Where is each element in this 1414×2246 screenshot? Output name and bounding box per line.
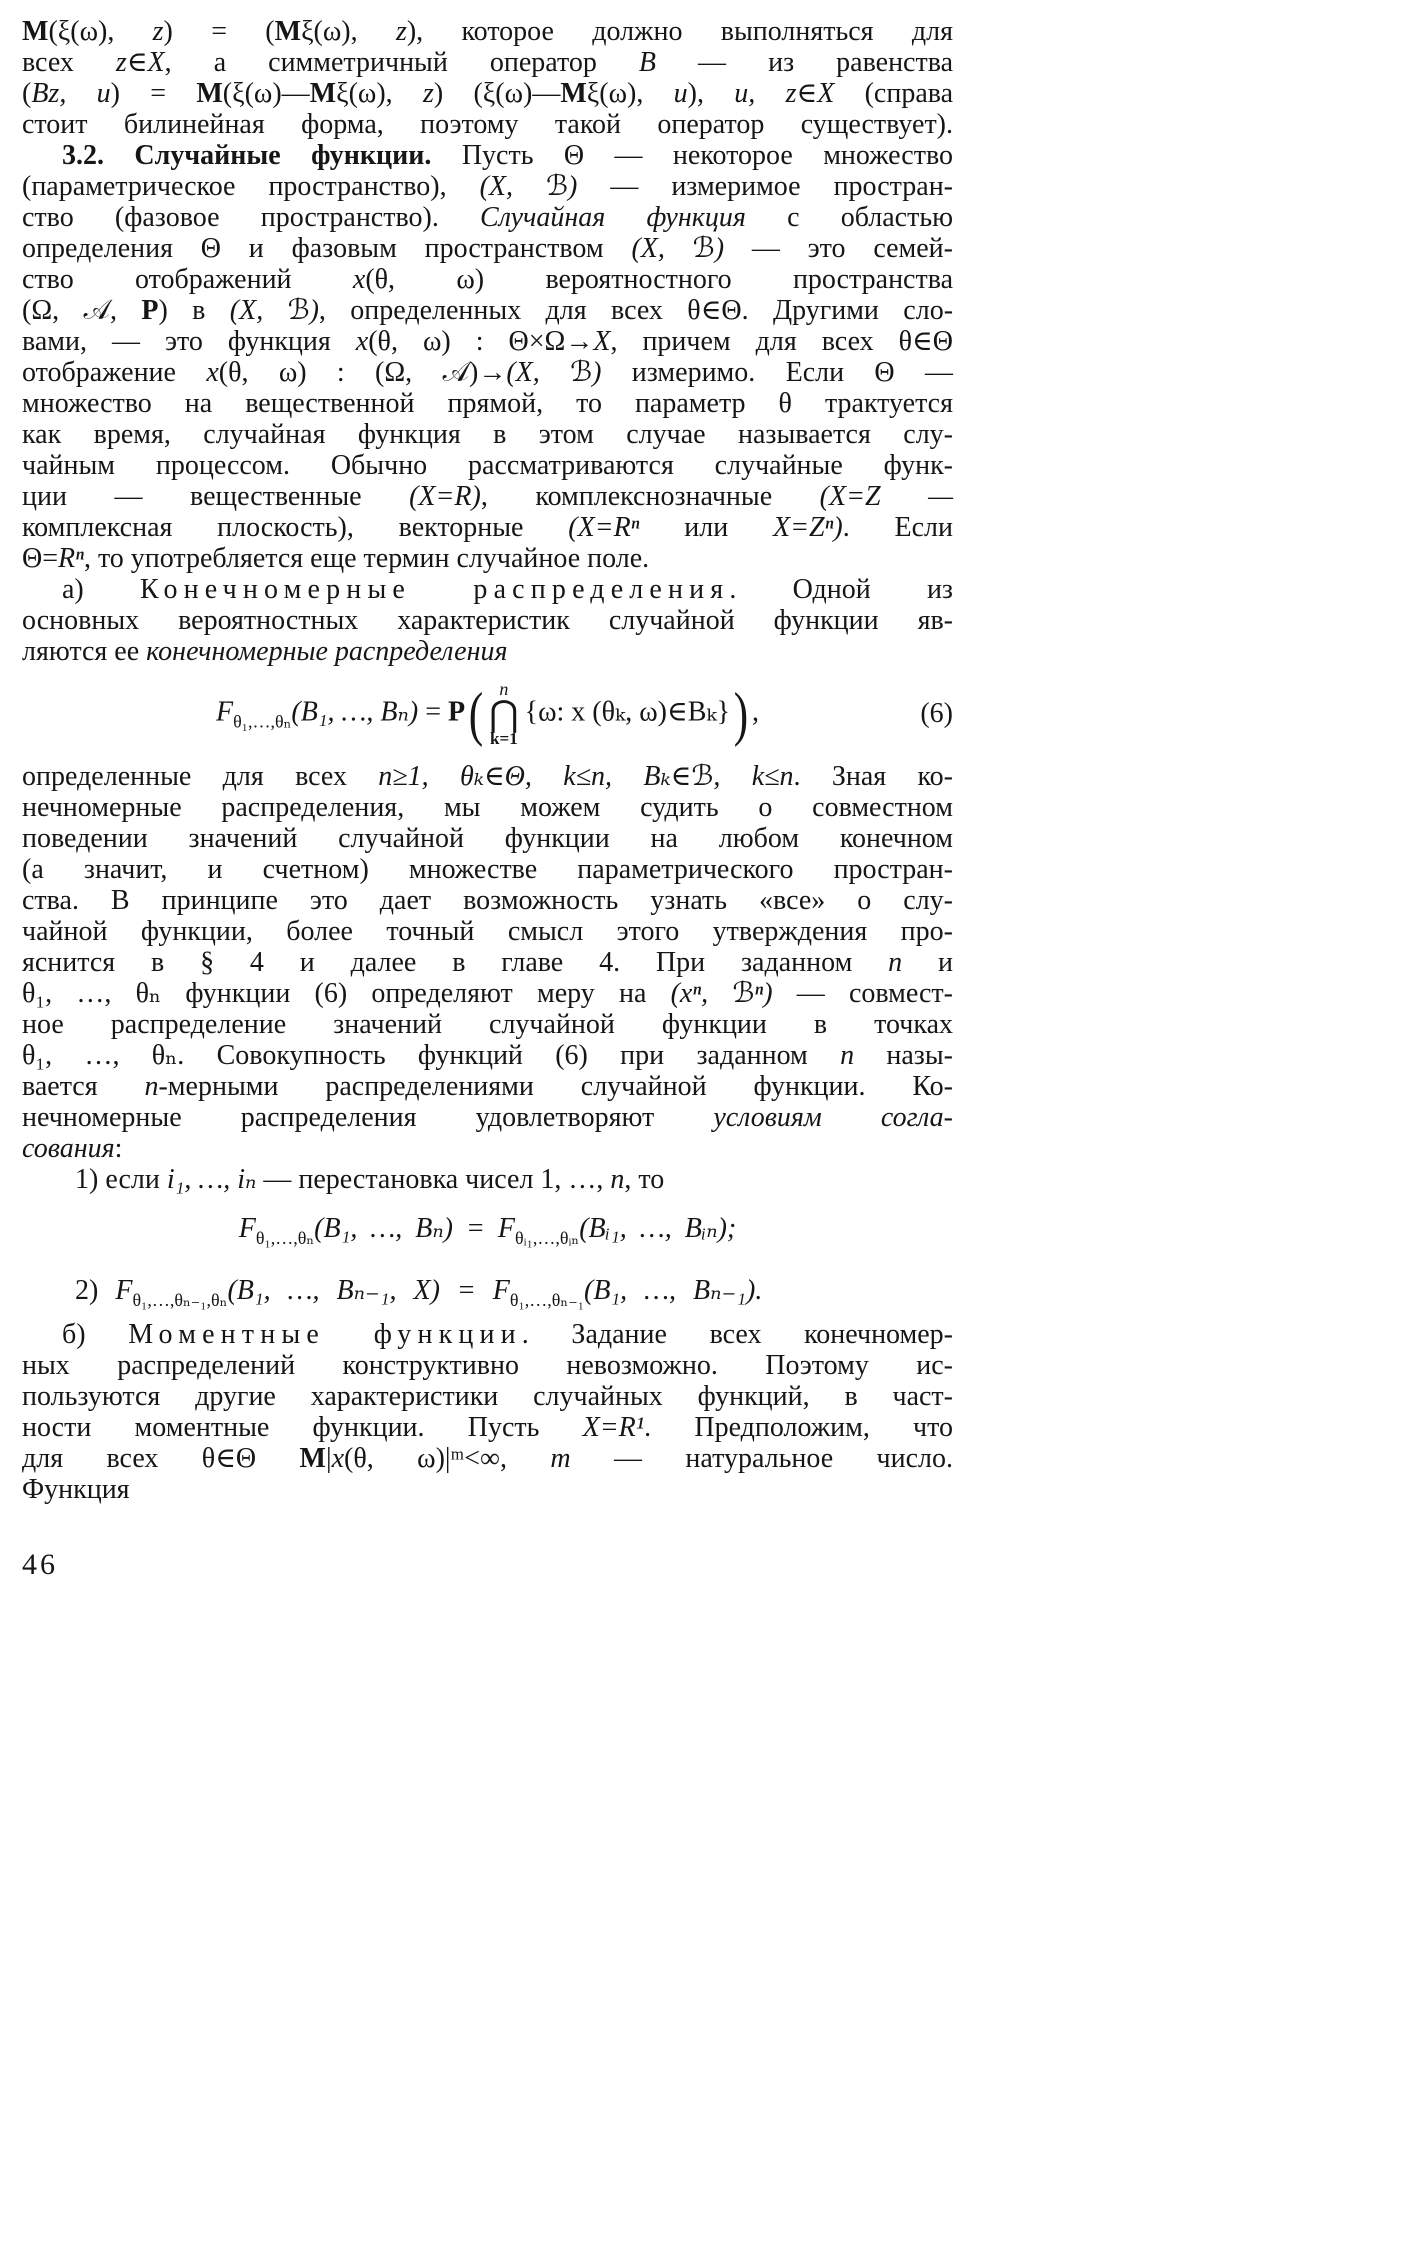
text-line bbox=[22, 1381, 953, 1412]
text-line bbox=[22, 1350, 953, 1381]
text-run: . Предположим, что bbox=[644, 1412, 953, 1443]
subscript: θᵢ₁,…,θᵢₙ bbox=[515, 1228, 580, 1248]
lower-limit: k=1 bbox=[490, 729, 518, 748]
text-run: , определенных для всех θ∈Θ. Другими сло- bbox=[318, 295, 954, 326]
text-run: пользуются другие характеристики случайных функций, в част- bbox=[22, 1381, 953, 1412]
text-run: или bbox=[639, 512, 773, 543]
math-expression: (X, ℬ) bbox=[631, 233, 725, 264]
math-expression: x bbox=[331, 1443, 345, 1474]
math-expression: B bbox=[638, 47, 657, 78]
subscript: θ₁,…,θₙ bbox=[255, 1228, 315, 1248]
emphasis-term: сования bbox=[22, 1133, 115, 1164]
text-run: ), bbox=[687, 78, 735, 109]
text-run: — совмест- bbox=[772, 978, 953, 1009]
math-expression: i₁, …, iₙ bbox=[166, 1164, 257, 1195]
text-run: . Зная ко- bbox=[793, 761, 954, 792]
text-line bbox=[22, 1319, 953, 1350]
text-run: определения Θ и фазовым пространством bbox=[22, 233, 632, 264]
math-expression: Rⁿ bbox=[58, 543, 84, 574]
text-run: (θ, ω) вероятностного пространства bbox=[365, 264, 953, 295]
math-expression: x bbox=[355, 326, 369, 357]
text-line bbox=[22, 605, 953, 636]
math-expression: (X=R) bbox=[409, 481, 481, 512]
math-expression: (X, ℬ) bbox=[229, 295, 319, 326]
text-run: ляются ее bbox=[22, 636, 147, 667]
text-line bbox=[22, 574, 953, 605]
text-run: (а значит, и счетном) множестве параметрического простран- bbox=[22, 854, 953, 885]
text-line bbox=[22, 140, 953, 171]
text-run: ства. В принципе это дает возможность узнать «все» о слу- bbox=[22, 885, 953, 916]
text-run: — натуральное число. bbox=[570, 1443, 953, 1474]
text-run: ство (фазовое пространство). bbox=[22, 202, 481, 233]
text-line bbox=[22, 481, 953, 512]
text-run: ности моментные функции. Пусть bbox=[22, 1412, 583, 1443]
math-expression: n bbox=[144, 1071, 159, 1102]
text-line bbox=[22, 823, 953, 854]
right-paren: ) bbox=[733, 681, 749, 747]
text-run: определенные для всех bbox=[22, 761, 379, 792]
text-run: (справа bbox=[834, 78, 954, 109]
text-run: назы- bbox=[854, 1040, 953, 1071]
text-run: ξ(ω), bbox=[586, 78, 674, 109]
text-line bbox=[22, 1412, 953, 1443]
text-line bbox=[22, 1443, 953, 1474]
text-run: яснится в § 4 и далее в главе 4. При заданном bbox=[22, 947, 889, 978]
upper-limit: n bbox=[499, 679, 509, 699]
text-line bbox=[22, 1040, 953, 1071]
section-heading: 3.2. Случайные функции. bbox=[62, 140, 432, 171]
function-symbol: F bbox=[492, 1275, 510, 1306]
text-run: ных распределений конструктивно невозможно. Поэтому ис- bbox=[22, 1350, 953, 1381]
equals-sign: = bbox=[418, 696, 449, 728]
math-expression: (X=Z — bbox=[819, 481, 954, 512]
text-run: -мерными распределениями случайной функции. Ко- bbox=[158, 1071, 953, 1102]
text-line bbox=[22, 1164, 953, 1195]
emphasis-term: Случайная функция bbox=[480, 202, 746, 233]
math-expression: n bbox=[610, 1164, 625, 1195]
expectation-symbol: M bbox=[299, 1443, 326, 1474]
text-run: как время, случайная функция в этом случае называется слу- bbox=[22, 419, 953, 450]
function-symbol: F bbox=[497, 1213, 516, 1244]
equation-body bbox=[216, 680, 759, 748]
math-expression: z bbox=[395, 16, 407, 47]
text-run: (θ, ω) : (Ω, 𝒜)→ bbox=[218, 357, 507, 388]
left-paren: ( bbox=[468, 681, 484, 747]
text-run: основных вероятностных характеристик случайной функции яв- bbox=[22, 605, 953, 636]
text-line bbox=[22, 233, 953, 264]
subscript: θ₁,…,θₙ bbox=[233, 711, 292, 732]
text-run: комплексная плоскость), векторные bbox=[22, 512, 569, 543]
text-run: , то bbox=[624, 1164, 665, 1195]
text-run: . Задание всех конечномер- bbox=[521, 1319, 953, 1350]
text-line bbox=[22, 916, 953, 947]
function-arguments: (B₁, …, Bₙ₋₁). bbox=[584, 1275, 763, 1306]
expectation-symbol: M bbox=[196, 78, 223, 109]
math-expression: x bbox=[352, 264, 366, 295]
probability-symbol: P bbox=[448, 696, 466, 728]
text-line bbox=[22, 1102, 953, 1133]
math-expression: X=Zⁿ) bbox=[773, 512, 843, 543]
text-line bbox=[22, 450, 953, 481]
math-expression: u bbox=[673, 78, 688, 109]
math-expression: z bbox=[422, 78, 434, 109]
consistency-condition-1-formula bbox=[22, 1195, 953, 1261]
emphasis-term: условиям согла- bbox=[713, 1102, 954, 1133]
math-expression: X bbox=[593, 326, 611, 357]
text-run: (ξ(ω)— bbox=[222, 78, 310, 109]
text-line bbox=[22, 264, 953, 295]
text-run: б) bbox=[62, 1319, 129, 1350]
page-text bbox=[22, 16, 953, 1505]
equation-body bbox=[75, 1273, 763, 1310]
text-run: , то употребляется еще термин случайное поле. bbox=[83, 543, 650, 574]
text-run: нечномерные распределения удовлетворяют bbox=[22, 1102, 714, 1133]
function-arguments: (Bᵢ₁, …, Bᵢₙ); bbox=[579, 1213, 737, 1244]
text-run: стоит билинейная форма, поэтому такой оператор существует). bbox=[22, 109, 953, 140]
intersection-operator bbox=[489, 680, 519, 748]
subsection-heading: Моментные функции bbox=[128, 1319, 522, 1350]
equation-number: (6) bbox=[920, 698, 953, 729]
page-number: 46 bbox=[22, 1548, 58, 1581]
text-line bbox=[22, 326, 953, 357]
text-line bbox=[22, 295, 953, 326]
text-run: а) bbox=[62, 574, 141, 605]
text-run: множество на вещественной прямой, то параметр θ трактуется bbox=[22, 388, 953, 419]
math-expression: Bz, u bbox=[31, 78, 111, 109]
expectation-symbol: M bbox=[274, 16, 302, 47]
subsection-heading: Конечномерные распределения bbox=[140, 574, 730, 605]
text-line bbox=[22, 1474, 953, 1505]
text-line bbox=[22, 171, 953, 202]
text-run: ции — вещественные bbox=[22, 481, 410, 512]
subscript: θ₁,…,θₙ₋₁ bbox=[509, 1290, 584, 1310]
text-line bbox=[22, 78, 953, 109]
text-line bbox=[22, 636, 953, 667]
subscript: θ₁,…,θₙ₋₁,θₙ bbox=[132, 1290, 228, 1310]
text-run: — из равенства bbox=[656, 47, 953, 78]
text-line bbox=[22, 109, 953, 140]
text-run: ) (ξ(ω)— bbox=[433, 78, 561, 109]
intersection-sign: ⋂ bbox=[489, 694, 519, 734]
math-expression: (X, ℬ) bbox=[506, 357, 602, 388]
text-run: нечномерные распределения, мы можем судить о совместном bbox=[22, 792, 953, 823]
function-symbol: F bbox=[215, 696, 234, 728]
text-run: измеримо. Если Θ — bbox=[601, 357, 953, 388]
math-expression: z bbox=[152, 16, 164, 47]
math-expression: (xⁿ, ℬⁿ) bbox=[670, 978, 773, 1009]
text-line bbox=[22, 854, 953, 885]
math-expression: (X, ℬ) bbox=[479, 171, 578, 202]
expectation-symbol: M bbox=[560, 78, 587, 109]
text-run: 1) если bbox=[75, 1164, 167, 1195]
text-run: θ₁, …, θₙ. Совокупность функций (6) при заданном bbox=[22, 1040, 841, 1071]
text-run: Θ= bbox=[22, 543, 59, 574]
text-run: (параметрическое пространство), bbox=[22, 171, 480, 202]
math-expression: n bbox=[888, 947, 903, 978]
text-run: — это семей- bbox=[724, 233, 953, 264]
text-run: всех bbox=[22, 47, 116, 78]
text-line bbox=[22, 1009, 953, 1040]
text-line bbox=[22, 419, 953, 450]
equation-6 bbox=[22, 667, 953, 761]
text-line bbox=[22, 1071, 953, 1102]
text-run: Функция bbox=[22, 1474, 130, 1505]
text-run: (ξ(ω), bbox=[48, 16, 153, 47]
text-line bbox=[22, 543, 953, 574]
text-run: — перестановка чисел 1, …, bbox=[256, 1164, 611, 1195]
text-run: : bbox=[114, 1133, 123, 1164]
text-run: (θ, ω)|ᵐ<∞, bbox=[344, 1443, 551, 1474]
expectation-symbol: M bbox=[22, 16, 49, 47]
text-run: ное распределение значений случайной функции в точках bbox=[22, 1009, 953, 1040]
text-run: для всех θ∈Θ bbox=[22, 1443, 300, 1474]
text-run: отображение bbox=[22, 357, 207, 388]
text-line bbox=[22, 885, 953, 916]
text-run: — измеримое простран- bbox=[577, 171, 953, 202]
text-line bbox=[22, 1133, 953, 1164]
text-run: чайным процессом. Обычно рассматриваются случайные функ- bbox=[22, 450, 953, 481]
text-run: ξ(ω), bbox=[301, 16, 396, 47]
text-line bbox=[22, 947, 953, 978]
text-run: . Если bbox=[842, 512, 953, 543]
text-line bbox=[22, 388, 953, 419]
text-run: , комплекснозначные bbox=[480, 481, 820, 512]
emphasis-term: конечномерные распределения bbox=[146, 636, 508, 667]
text-run: . Одной из bbox=[729, 574, 953, 605]
text-run: ство отображений bbox=[22, 264, 353, 295]
text-run: Пусть Θ — некоторое множество bbox=[431, 140, 953, 171]
punctuation: , bbox=[752, 696, 760, 728]
text-line bbox=[22, 16, 953, 47]
math-expression: n bbox=[840, 1040, 855, 1071]
text-line bbox=[22, 978, 953, 1009]
text-run: с областью bbox=[745, 202, 954, 233]
text-run: , а симметричный оператор bbox=[164, 47, 639, 78]
math-expression: x bbox=[206, 357, 219, 388]
text-run: ) в bbox=[158, 295, 230, 326]
function-arguments: (B₁, …, Bₙ) = bbox=[314, 1213, 498, 1244]
text-line bbox=[22, 357, 953, 388]
function-symbol: F bbox=[238, 1213, 256, 1244]
function-arguments: (B₁, …, Bₙ₋₁, X) = bbox=[227, 1275, 493, 1306]
text-line bbox=[22, 202, 953, 233]
event-set: {ω: x (θₖ, ω)∈Bₖ} bbox=[524, 696, 731, 728]
text-run: | bbox=[325, 1443, 332, 1474]
function-symbol: F bbox=[115, 1275, 133, 1306]
text-run: и bbox=[902, 947, 953, 978]
math-expression: (X=Rⁿ bbox=[568, 512, 640, 543]
text-run: вами, — это функция bbox=[22, 326, 356, 357]
text-line bbox=[22, 792, 953, 823]
text-run: , причем для всех θ∈Θ bbox=[610, 326, 953, 357]
probability-symbol: P bbox=[141, 295, 159, 326]
text-run: ) = ( bbox=[163, 16, 275, 47]
text-run: ) = bbox=[110, 78, 197, 109]
text-run: вается bbox=[22, 1071, 145, 1102]
text-run: θ₁, …, θₙ функции (6) определяют меру на bbox=[22, 978, 671, 1009]
text-line bbox=[22, 512, 953, 543]
text-run: (Ω, 𝒜, bbox=[22, 295, 142, 326]
expectation-symbol: M bbox=[309, 78, 337, 109]
consistency-condition-2-formula bbox=[22, 1261, 953, 1319]
text-run: ( bbox=[22, 78, 32, 109]
equation-body bbox=[238, 1211, 737, 1248]
text-line bbox=[22, 761, 953, 792]
math-expression: n≥1, θₖ∈Θ, k≤n, Bₖ∈ℬ, k≤n bbox=[378, 761, 794, 792]
text-run: ), которое должно выполняться для bbox=[406, 16, 953, 47]
math-expression: m bbox=[550, 1443, 571, 1474]
text-run: (θ, ω) : Θ×Ω→ bbox=[368, 326, 594, 357]
text-line bbox=[22, 47, 953, 78]
math-expression: u, z∈X bbox=[734, 78, 835, 109]
text-run: поведении значений случайной функции на любом конечном bbox=[22, 823, 953, 854]
math-expression: X=R¹ bbox=[582, 1412, 645, 1443]
math-expression: z∈X bbox=[115, 47, 165, 78]
function-arguments: (B₁, …, Bₙ) bbox=[291, 696, 419, 728]
text-run: ξ(ω), bbox=[336, 78, 423, 109]
text-run: чайной функции, более точный смысл этого утверждения про- bbox=[22, 916, 953, 947]
list-label: 2) bbox=[75, 1275, 116, 1306]
